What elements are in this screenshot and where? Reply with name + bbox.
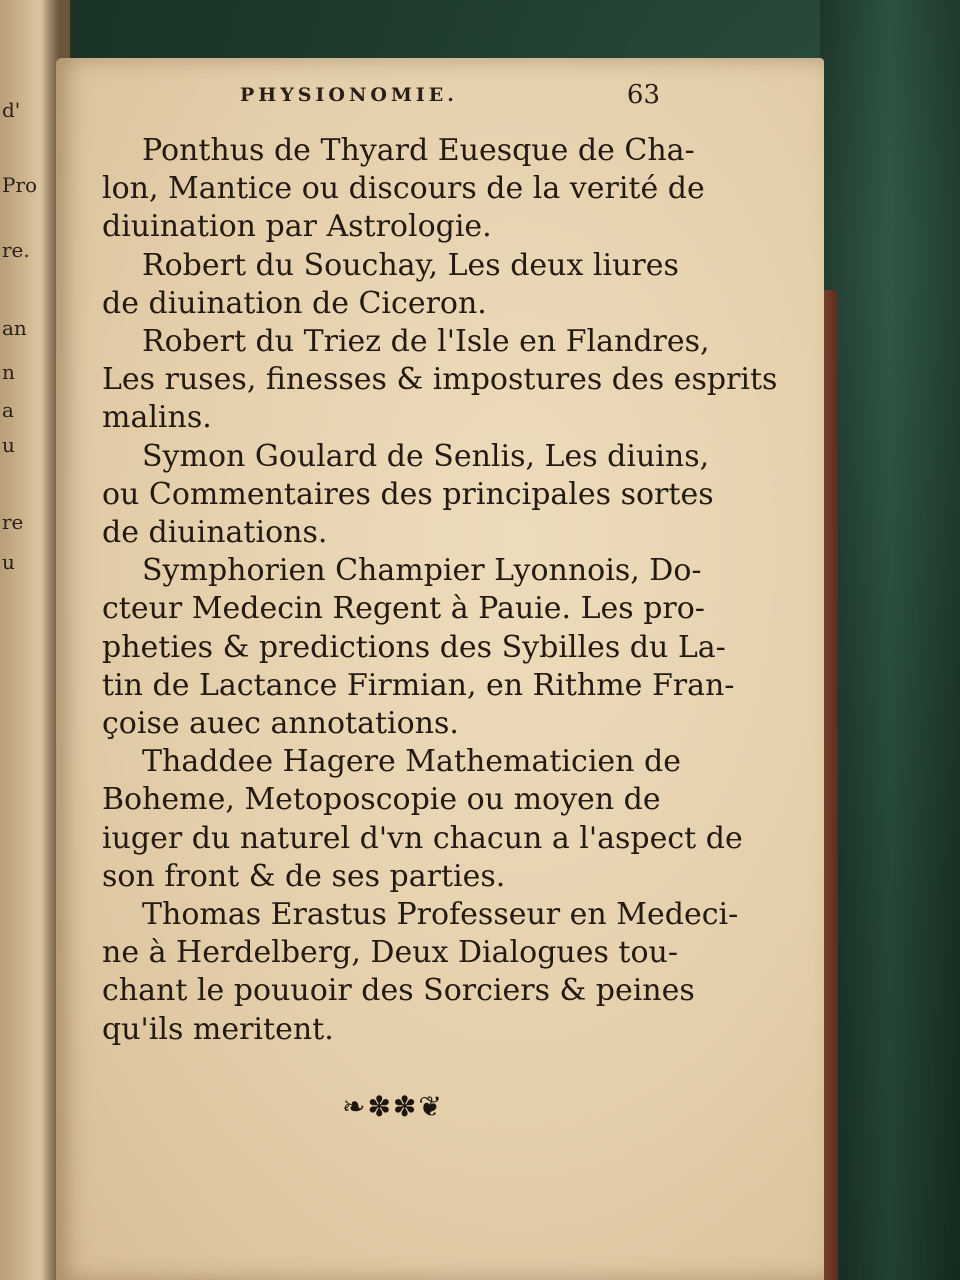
text-line: qu'ils meritent. — [102, 1011, 334, 1047]
text-line: malins. — [102, 400, 212, 436]
left-fragment: re. — [2, 238, 30, 262]
text-line: iuger du naturel d'vn chacun a l'aspect de — [102, 820, 743, 856]
text-line: de diuination de Ciceron. — [102, 285, 487, 321]
left-fragment: d' — [2, 98, 21, 122]
page-number: 63 — [626, 80, 660, 110]
text-line: Ponthus de Thyard Euesque de Cha- — [142, 133, 695, 168]
left-fragment: re — [2, 510, 24, 534]
left-fragment: Pro — [2, 173, 38, 197]
text-line: diuination par Astrologie. — [102, 209, 492, 245]
bibliography-entry — [102, 132, 705, 247]
running-title: PHYSIONOMIE. — [240, 84, 458, 106]
text-line: tin de Lactance Firmian, en Rithme Fran- — [102, 667, 735, 703]
left-fragment: a — [2, 398, 14, 422]
page-header — [240, 80, 660, 120]
cloth-fold — [820, 0, 960, 1280]
tailpiece-ornament-icon: ❧✽✽❦ — [342, 1090, 444, 1123]
bibliography-entry — [102, 438, 714, 553]
bibliography-entry — [102, 896, 739, 1049]
left-fragment: n — [2, 360, 15, 384]
text-line: Boheme, Metoposcopie ou moyen de — [102, 782, 661, 818]
text-line: pheties & predictions des Sybilles du La- — [102, 629, 726, 665]
left-fragment: u — [2, 433, 15, 457]
bibliography-entry — [102, 323, 778, 438]
left-fragment: an — [2, 316, 27, 340]
text-line: cteur Medecin Regent à Pauie. Les pro- — [102, 591, 705, 627]
text-line: ne à Herdelberg, Deux Dialogues tou- — [102, 935, 678, 971]
text-line: Symphorien Champier Lyonnois, Do- — [142, 553, 702, 589]
bibliography-entry — [102, 247, 679, 323]
text-line: ou Commentaires des principales sortes — [102, 476, 714, 512]
text-line: Thomas Erastus Professeur en Medeci- — [142, 897, 739, 933]
text-line: Les ruses, finesses & impostures des esprits — [102, 362, 778, 398]
text-line: Robert du Souchay, Les deux liures — [142, 247, 679, 283]
bibliography-entry — [102, 552, 735, 743]
bibliography-entry — [102, 743, 743, 896]
page-body — [102, 132, 778, 1049]
text-line: de diuinations. — [102, 515, 328, 551]
text-line: lon, Mantice ou discours de la verité de — [102, 171, 705, 207]
text-line: Robert du Triez de l'Isle en Flandres, — [142, 324, 710, 360]
text-line: chant le pouuoir des Sorciers & peines — [102, 973, 695, 1009]
text-line: Symon Goulard de Senlis, Les diuins, — [142, 438, 710, 474]
text-line: Thaddee Hagere Mathematicien de — [142, 744, 681, 780]
text-line: çoise auec annotations. — [102, 706, 459, 742]
left-fragment: u — [2, 550, 15, 574]
text-line: son front & de ses parties. — [102, 858, 506, 894]
